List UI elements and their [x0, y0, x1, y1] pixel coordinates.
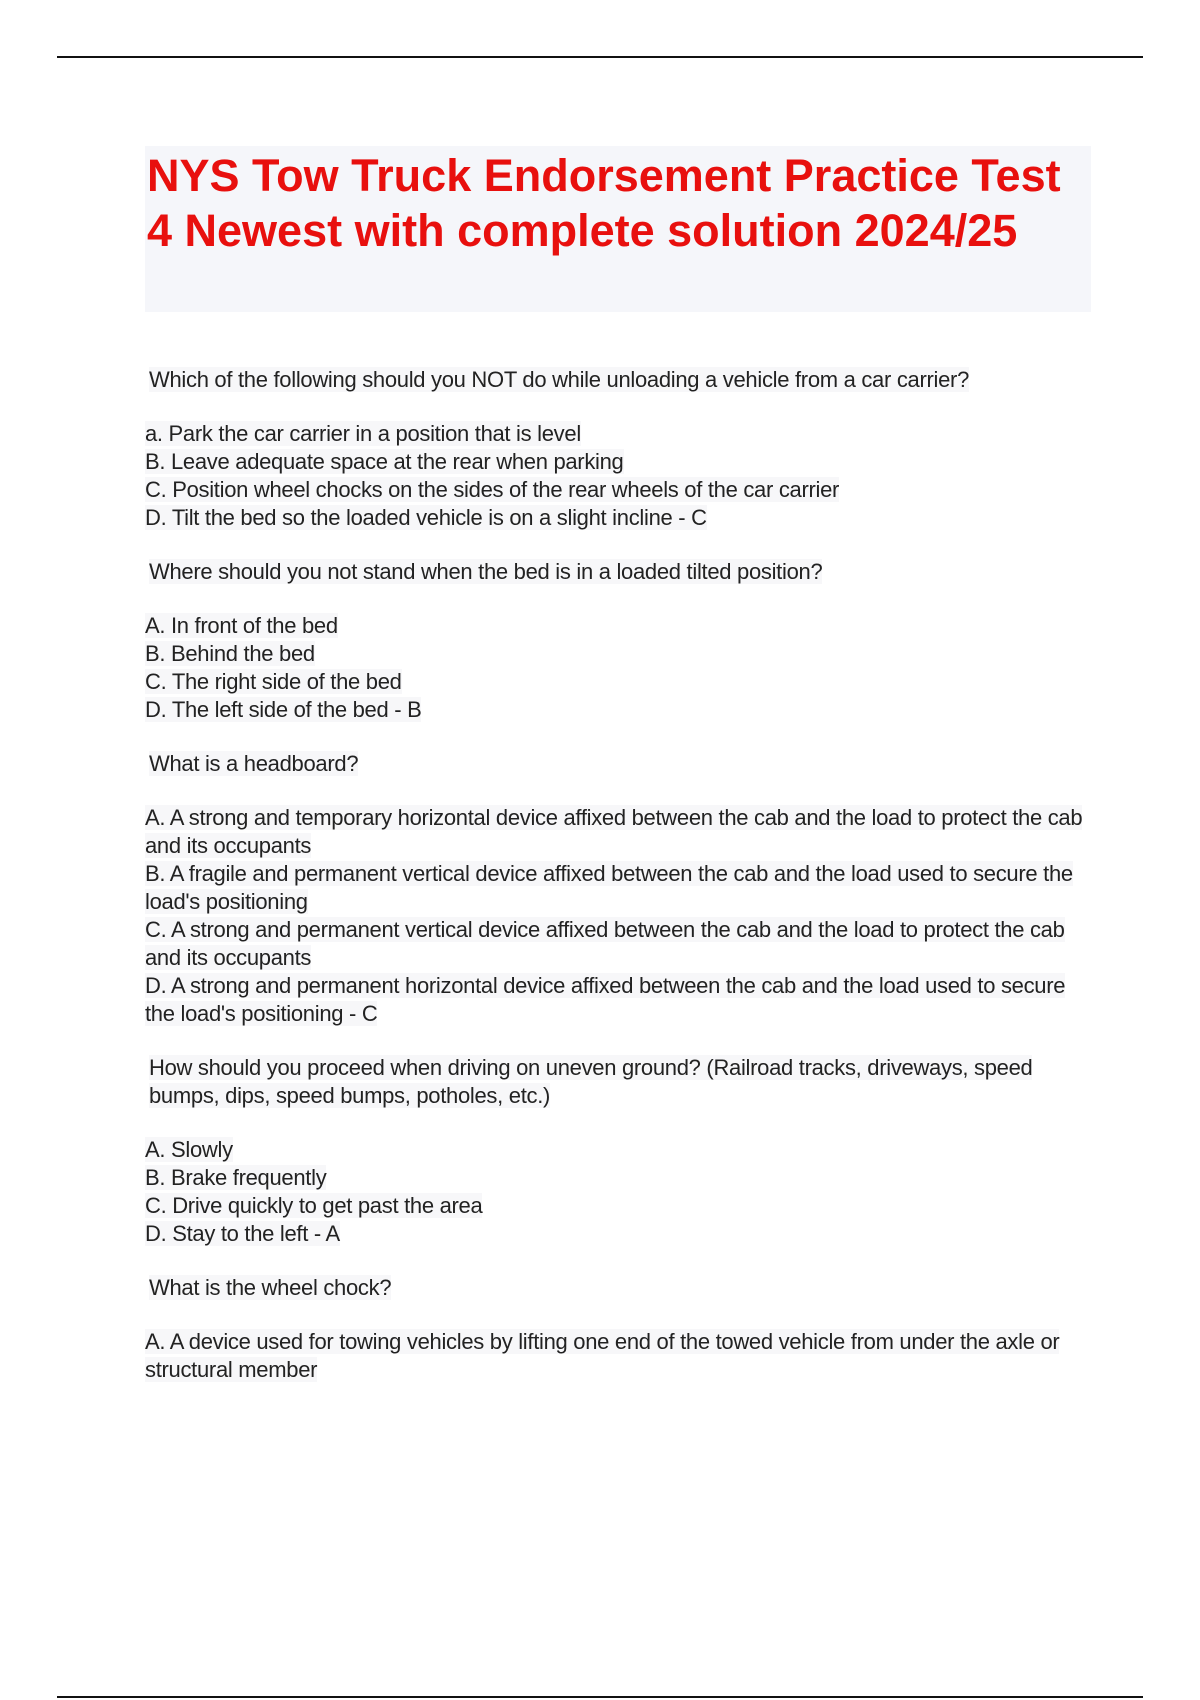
option-item: B. A fragile and permanent vertical device affixed between the cab and the load used to secure the load's positioning	[145, 861, 1073, 914]
question-text: How should you proceed when driving on uneven ground? (Railroad tracks, driveways, speed bumps, dips, speed bumps, potholes, etc.)	[149, 1055, 1033, 1108]
question-text: Which of the following should you NOT do while unloading a vehicle from a car carrier?	[149, 367, 969, 392]
option-item: a. Park the car carrier in a position that is level	[145, 421, 581, 446]
document-title: NYS Tow Truck Endorsement Practice Test 4 Newest with complete solution 2024/25	[147, 150, 1061, 256]
question-text: What is the wheel chock?	[149, 1275, 392, 1300]
option-list	[145, 1328, 1095, 1384]
option-item: B. Brake frequently	[145, 1165, 327, 1190]
option-item: D. A strong and permanent horizontal device affixed between the cab and the load used to secure the load's positioning - C	[145, 973, 1066, 1026]
option-item: A. In front of the bed	[145, 613, 338, 638]
option-list	[145, 1136, 1095, 1248]
option-item: A. Slowly	[145, 1137, 233, 1162]
option-list	[145, 612, 1095, 724]
option-item: B. Leave adequate space at the rear when parking	[145, 449, 624, 474]
option-list	[145, 420, 1095, 532]
option-item: C. A strong and permanent vertical device affixed between the cab and the load to protect the cab and its occupants	[145, 917, 1065, 970]
option-item: D. The left side of the bed - B	[145, 697, 422, 722]
question-list	[145, 366, 1095, 1384]
option-item: A. A device used for towing vehicles by lifting one end of the towed vehicle from under the axle or structural member	[145, 1329, 1060, 1382]
option-item: D. Tilt the bed so the loaded vehicle is on a slight incline - C	[145, 505, 707, 530]
top-divider	[57, 56, 1143, 58]
option-item: C. The right side of the bed	[145, 669, 402, 694]
option-item: C. Drive quickly to get past the area	[145, 1193, 483, 1218]
option-item: B. Behind the bed	[145, 641, 315, 666]
bottom-divider	[57, 1696, 1143, 1698]
question-text: Where should you not stand when the bed is in a loaded tilted position?	[149, 559, 823, 584]
option-item: A. A strong and temporary horizontal device affixed between the cab and the load to protect the cab and its occupants	[145, 805, 1083, 858]
option-item: D. Stay to the left - A	[145, 1221, 340, 1246]
question-text: What is a headboard?	[149, 751, 359, 776]
option-item: C. Position wheel chocks on the sides of the rear wheels of the car carrier	[145, 477, 840, 502]
option-list	[145, 804, 1095, 1028]
